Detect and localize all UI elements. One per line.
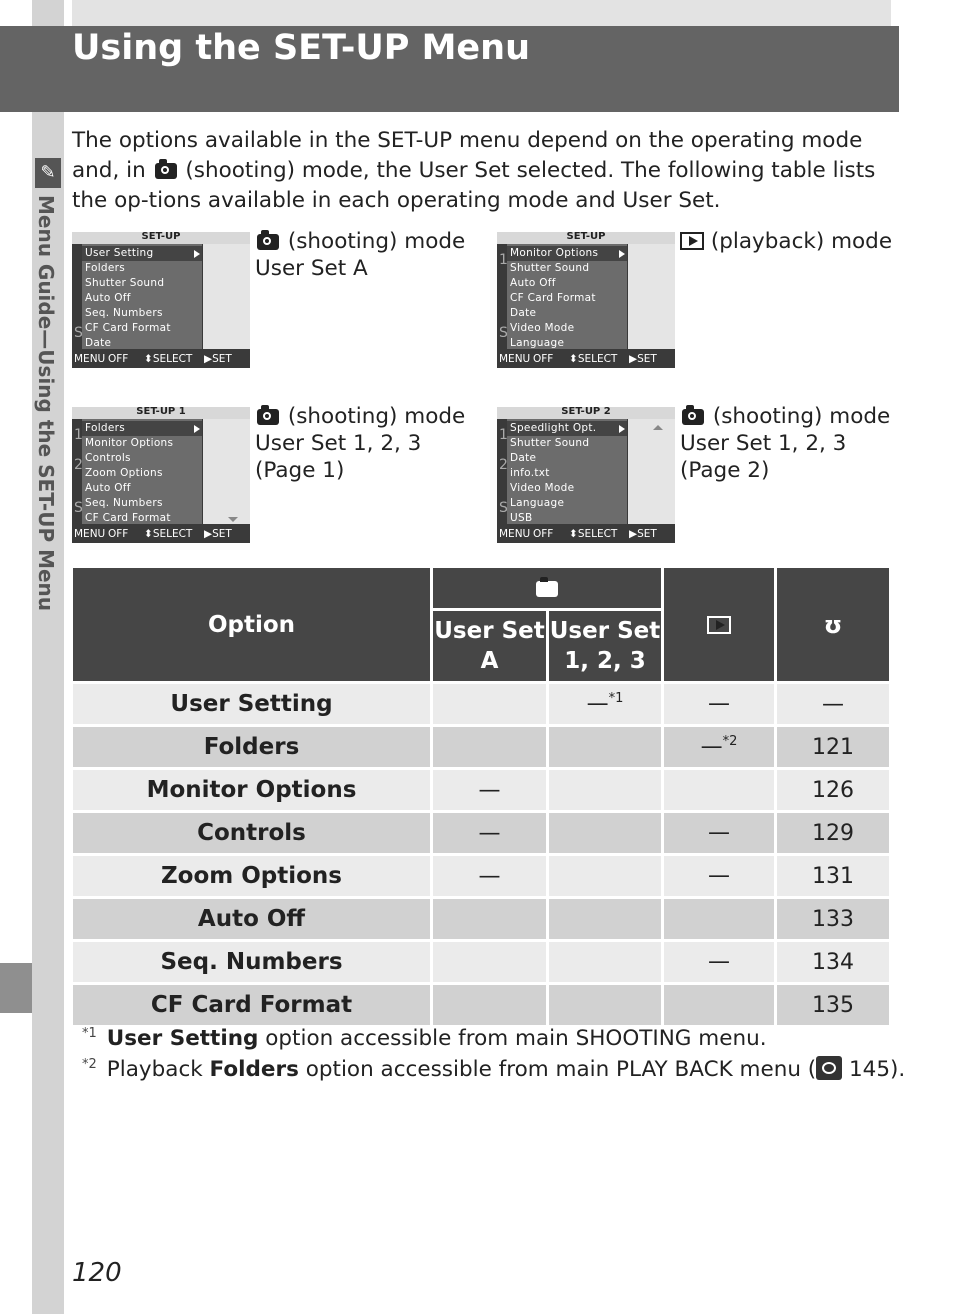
table-cell (433, 684, 546, 724)
screen-caption-1 (255, 228, 465, 282)
table-cell (433, 942, 546, 982)
playback-icon (707, 616, 731, 634)
option-name: Zoom Options (73, 856, 430, 896)
screen-side-mark: 1 (74, 427, 83, 443)
screen-caption-3 (255, 403, 465, 484)
screen-item: Auto Off (85, 482, 131, 494)
camera-icon (536, 581, 558, 597)
footer-set: ▶SET (204, 528, 232, 540)
caption-line: (playback) mode (710, 229, 893, 254)
lcd-screen-setup-1 (72, 407, 250, 543)
screen-side-mark: 2 (499, 457, 508, 473)
table-row (73, 727, 889, 767)
caption-line: User Set 1, 2, 3 (680, 431, 847, 456)
table-row (73, 856, 889, 896)
screen-side-mark: S (74, 325, 83, 341)
screen-item: Shutter Sound (510, 262, 590, 274)
table-cell (549, 942, 661, 982)
screen-item: Seq. Numbers (85, 307, 163, 319)
table-row (73, 770, 889, 810)
table-cell: 135 (777, 985, 889, 1025)
menu-key: MENU (499, 528, 531, 540)
screen-item: info.txt (510, 467, 550, 479)
table-row (73, 899, 889, 939)
header-option: Option (73, 568, 430, 681)
screen-header: SET-UP 2 (561, 407, 611, 417)
reference-icon: ʊ (823, 610, 843, 639)
screen-item: Folders (85, 262, 126, 274)
table-cell (549, 856, 661, 896)
table-cell (433, 899, 546, 939)
footnote-bold: Folders (209, 1057, 299, 1082)
footer-off: OFF (108, 353, 129, 365)
table-cell (664, 770, 774, 810)
screen-item: USB (510, 512, 533, 524)
screen-item: Language (510, 337, 565, 349)
screen-side-mark: S (499, 500, 508, 516)
caption-line: (shooting) mode (712, 404, 891, 429)
screen-side-mark: S (499, 325, 508, 341)
footer-select: ⬍SELECT (144, 528, 193, 540)
footnote-2 (82, 1056, 905, 1082)
table-cell: — (433, 856, 546, 896)
table-cell (549, 727, 661, 767)
table-cell: — (664, 942, 774, 982)
screen-item: Date (510, 307, 537, 319)
footnote-text: option accessible from main PLAY BACK menu ( (298, 1057, 817, 1082)
screen-item: CF Card Format (85, 512, 171, 524)
camera-icon (257, 234, 279, 250)
footnote-1 (82, 1026, 767, 1051)
intro-text-1: The options available in the SET-UP menu depend on the operating mode and, in (72, 128, 863, 183)
option-name: Auto Off (73, 899, 430, 939)
table-cell: — (664, 684, 774, 724)
camera-icon (257, 409, 279, 425)
table-row (73, 942, 889, 982)
header-shooting (433, 568, 661, 608)
footnote-text: option accessible from main SHOOTING menu. (258, 1026, 767, 1051)
header-userset-a: User Set A (433, 611, 546, 681)
screen-item: Date (85, 337, 112, 349)
reference-icon (816, 1056, 842, 1080)
footnote-ref: *1 (608, 691, 624, 707)
screen-side-mark: 2 (74, 457, 83, 473)
caption-line: (shooting) mode (287, 229, 466, 254)
option-name: Controls (73, 813, 430, 853)
option-name: Monitor Options (73, 770, 430, 810)
lcd-screen-setup-2 (497, 407, 675, 543)
screen-item: Monitor Options (85, 437, 174, 449)
page-number: 120 (72, 1258, 122, 1288)
screen-caption-2 (680, 228, 892, 255)
screen-item: CF Card Format (510, 292, 596, 304)
table-cell: 129 (777, 813, 889, 853)
screen-side-mark: 1 (499, 427, 508, 443)
intro-text-2: (shooting) mode, the User Set selected. The following table lists the op-tions available in each operating mode and User Set. (72, 158, 876, 213)
header-userset-123: User Set 1, 2, 3 (549, 611, 661, 681)
caption-line: (Page 2) (680, 458, 770, 483)
menu-key: MENU (74, 353, 106, 365)
footer-select: ⬍SELECT (569, 528, 618, 540)
table-cell: — (433, 813, 546, 853)
footer-set: ▶SET (629, 353, 657, 365)
footnote-ref: *2 (722, 734, 738, 750)
caption-line: User Set A (255, 256, 368, 281)
caption-line: (Page 1) (255, 458, 345, 483)
screen-item: User Setting (85, 247, 154, 259)
footer-set: ▶SET (204, 353, 232, 365)
footnote-text: 145). (842, 1057, 906, 1082)
screen-item: Controls (85, 452, 131, 464)
screen-item: Zoom Options (85, 467, 163, 479)
camera-icon (155, 163, 177, 179)
camera-icon (682, 409, 704, 425)
screen-item: Auto Off (85, 292, 131, 304)
table-cell: — (664, 813, 774, 853)
screen-header: SET-UP (141, 232, 181, 242)
table-cell: 133 (777, 899, 889, 939)
footnote-mark: *2 (82, 1057, 97, 1072)
table-cell (433, 985, 546, 1025)
table-row (73, 985, 889, 1025)
footnote-mark: *1 (82, 1026, 97, 1041)
table-cell: 126 (777, 770, 889, 810)
top-band (72, 0, 891, 26)
footnote-text: Playback (106, 1057, 210, 1082)
footer-off: OFF (533, 353, 554, 365)
table-cell: 134 (777, 942, 889, 982)
screen-caption-4 (680, 403, 890, 484)
screen-item: Speedlight Opt. (510, 422, 597, 434)
header-page-ref (777, 568, 889, 681)
screen-item: Monitor Options (510, 247, 599, 259)
table-cell: — (433, 770, 546, 810)
screen-item: Seq. Numbers (85, 497, 163, 509)
menu-key: MENU (74, 528, 106, 540)
table-cell (549, 985, 661, 1025)
submenu-arrow-icon (619, 250, 625, 258)
table-row (73, 684, 889, 724)
footer-set: ▶SET (629, 528, 657, 540)
footer-select: ⬍SELECT (144, 353, 193, 365)
option-name: Seq. Numbers (73, 942, 430, 982)
table-row (73, 813, 889, 853)
submenu-arrow-icon (194, 250, 200, 258)
side-label: Menu Guide—Using the SET-UP Menu (34, 195, 58, 612)
submenu-arrow-icon (619, 425, 625, 433)
caption-line: User Set 1, 2, 3 (255, 431, 422, 456)
table-cell: — (777, 684, 889, 724)
header-playback (664, 568, 774, 681)
scroll-down-icon (228, 517, 238, 522)
footer-select: ⬍SELECT (569, 353, 618, 365)
table-cell: —$^{*2}$ (664, 727, 774, 767)
screen-item: Video Mode (510, 322, 575, 334)
table-cell: 121 (777, 727, 889, 767)
table-cell: —$^{*1}$ (549, 684, 661, 724)
intro-paragraph (72, 126, 892, 216)
screen-side-mark: 1 (499, 252, 508, 268)
footer-off: OFF (108, 528, 129, 540)
table-cell (549, 813, 661, 853)
side-tab-marker (0, 963, 32, 1013)
option-name: User Setting (73, 684, 430, 724)
table-cell: — (664, 856, 774, 896)
table-cell (433, 727, 546, 767)
caption-line: (shooting) mode (287, 404, 466, 429)
footnote-bold: User Setting (106, 1026, 259, 1051)
screen-item: Video Mode (510, 482, 575, 494)
option-name: CF Card Format (73, 985, 430, 1025)
table-cell: 131 (777, 856, 889, 896)
menu-key: MENU (499, 353, 531, 365)
option-name: Folders (73, 727, 430, 767)
screen-header: SET-UP 1 (136, 407, 186, 417)
table-cell (664, 985, 774, 1025)
screen-item: Shutter Sound (85, 277, 165, 289)
menu-guide-icon: ✎ (35, 158, 61, 188)
screen-item: Language (510, 497, 565, 509)
screen-header: SET-UP (566, 232, 606, 242)
scroll-up-icon (653, 425, 663, 430)
screen-item: Folders (85, 422, 126, 434)
playback-icon (680, 232, 704, 250)
table-cell (549, 899, 661, 939)
lcd-screen-setup-a (72, 232, 250, 368)
submenu-arrow-icon (194, 425, 200, 433)
screen-item: Auto Off (510, 277, 556, 289)
footer-off: OFF (533, 528, 554, 540)
screen-item: Shutter Sound (510, 437, 590, 449)
screen-side-mark: S (74, 500, 83, 516)
table-cell (549, 770, 661, 810)
page-title: Using the SET-UP Menu (72, 28, 531, 68)
table-cell (664, 899, 774, 939)
screen-item: CF Card Format (85, 322, 171, 334)
lcd-screen-setup-playback (497, 232, 675, 368)
options-table (70, 565, 892, 1028)
screen-item: Date (510, 452, 537, 464)
